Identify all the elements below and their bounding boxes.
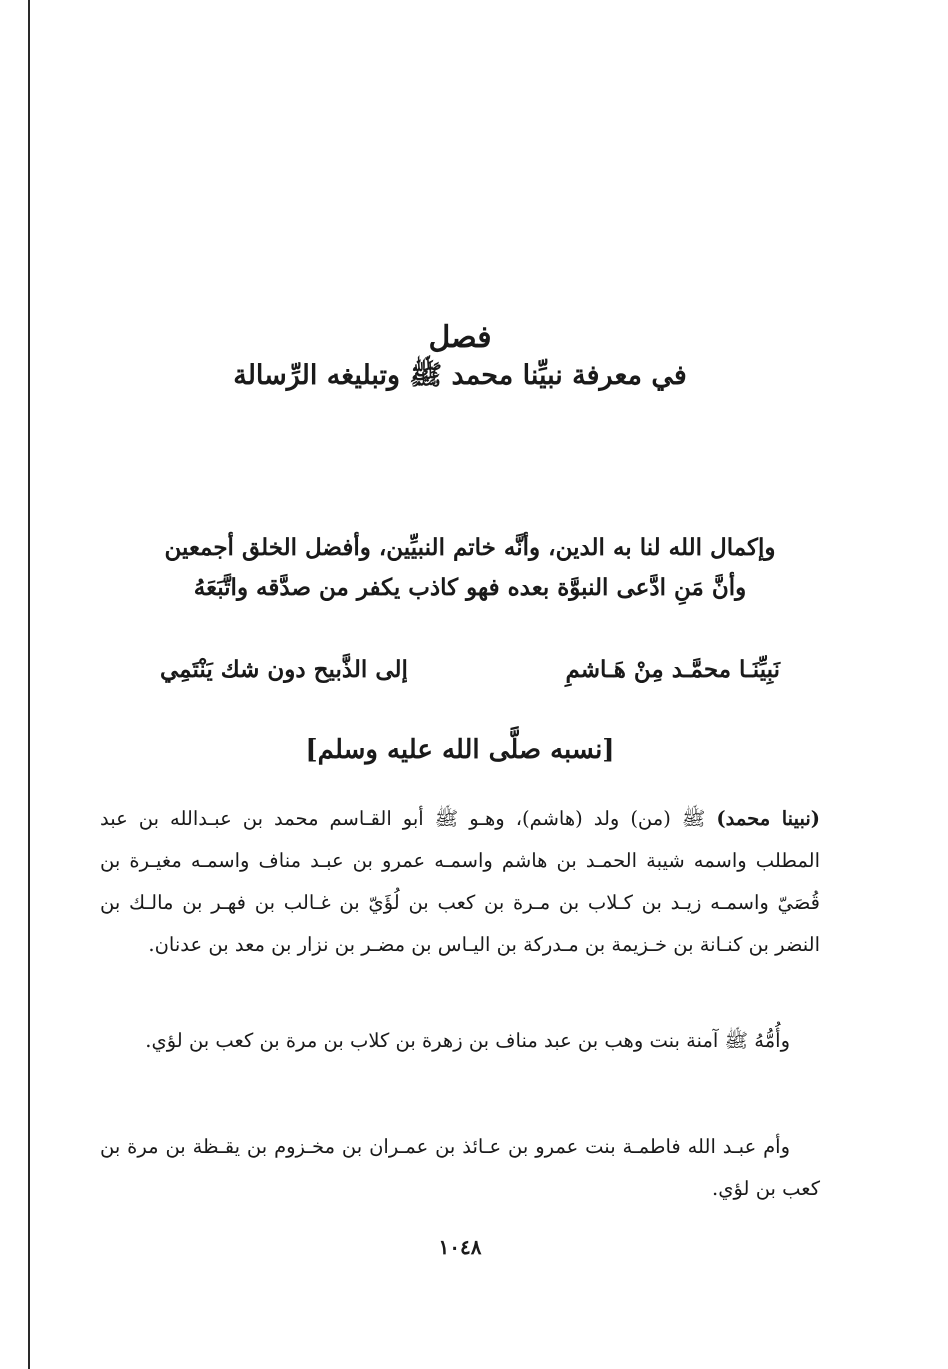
verse-line-2: وأنَّ مَنِ ادَّعى النبوَّة بعده فهو كاذب يكفر من صدَّقه واتَّبَعَهُ xyxy=(193,574,747,601)
couplet-second-hemistich: إلى الذَّبيح دون شك يَنْتَمِي xyxy=(160,656,408,683)
verse-line-1: وإكمال الله لنا به الدين، وأنَّه خاتم النبيِّين، وأفضل الخلق أجمعين xyxy=(164,534,776,561)
verse-block xyxy=(140,528,800,608)
couplet-first-hemistich: نَبِيِّنَـا محمَّـد مِنْ هَـاشمِ xyxy=(565,656,780,683)
chapter-subtitle: في معرفة نبيِّنا محمد ﷺ وتبليغه الرِّسالة xyxy=(233,360,687,391)
page-edge-line xyxy=(28,0,30,1369)
paragraph-lead: (نبينا محمد) xyxy=(716,807,820,830)
chapter-title: فصل xyxy=(428,320,492,355)
paragraph-grandmother: وأم عبـد الله فاطمـة بنت عمرو بن عـائذ بن عمـران بن مخـزوم بن يقـظة بن مرة بن كعب بن لؤي. xyxy=(100,1135,820,1200)
paragraph-lineage-text: ﷺ (من) ولد (هاشم)، وهـو ﷺ أبو القـاسم محمد بن عبـدالله بن عبد المطلب واسمه شيبة الحمـد بن هاشم واسمـه عمرو بن عبـد مناف واسمـه مغيـرة بن قُصَيّ واسمـه زيـد بن كـلاب بن مـرة بن كعب بن لُؤَيّ بن غـالب بن فهـر بن مالـك بن النضر بن كنـانة بن خـزيمة بن مـدركة بن اليـاس بن مضـر بن نزار بن معد بن عدنان. xyxy=(100,807,820,956)
page-number: ١٠٤٨ xyxy=(438,1235,482,1259)
poetry-couplet xyxy=(160,650,780,690)
section-heading: [نسبه صلَّى الله عليه وسلم] xyxy=(305,735,615,765)
paragraph-mother: وأُمُّهُ ﷺ آمنة بنت وهب بن عبد مناف بن زهرة بن كلاب بن مرة بن كعب بن لؤي. xyxy=(145,1029,790,1052)
book-page xyxy=(100,0,820,1369)
paragraph-lineage xyxy=(100,798,820,966)
